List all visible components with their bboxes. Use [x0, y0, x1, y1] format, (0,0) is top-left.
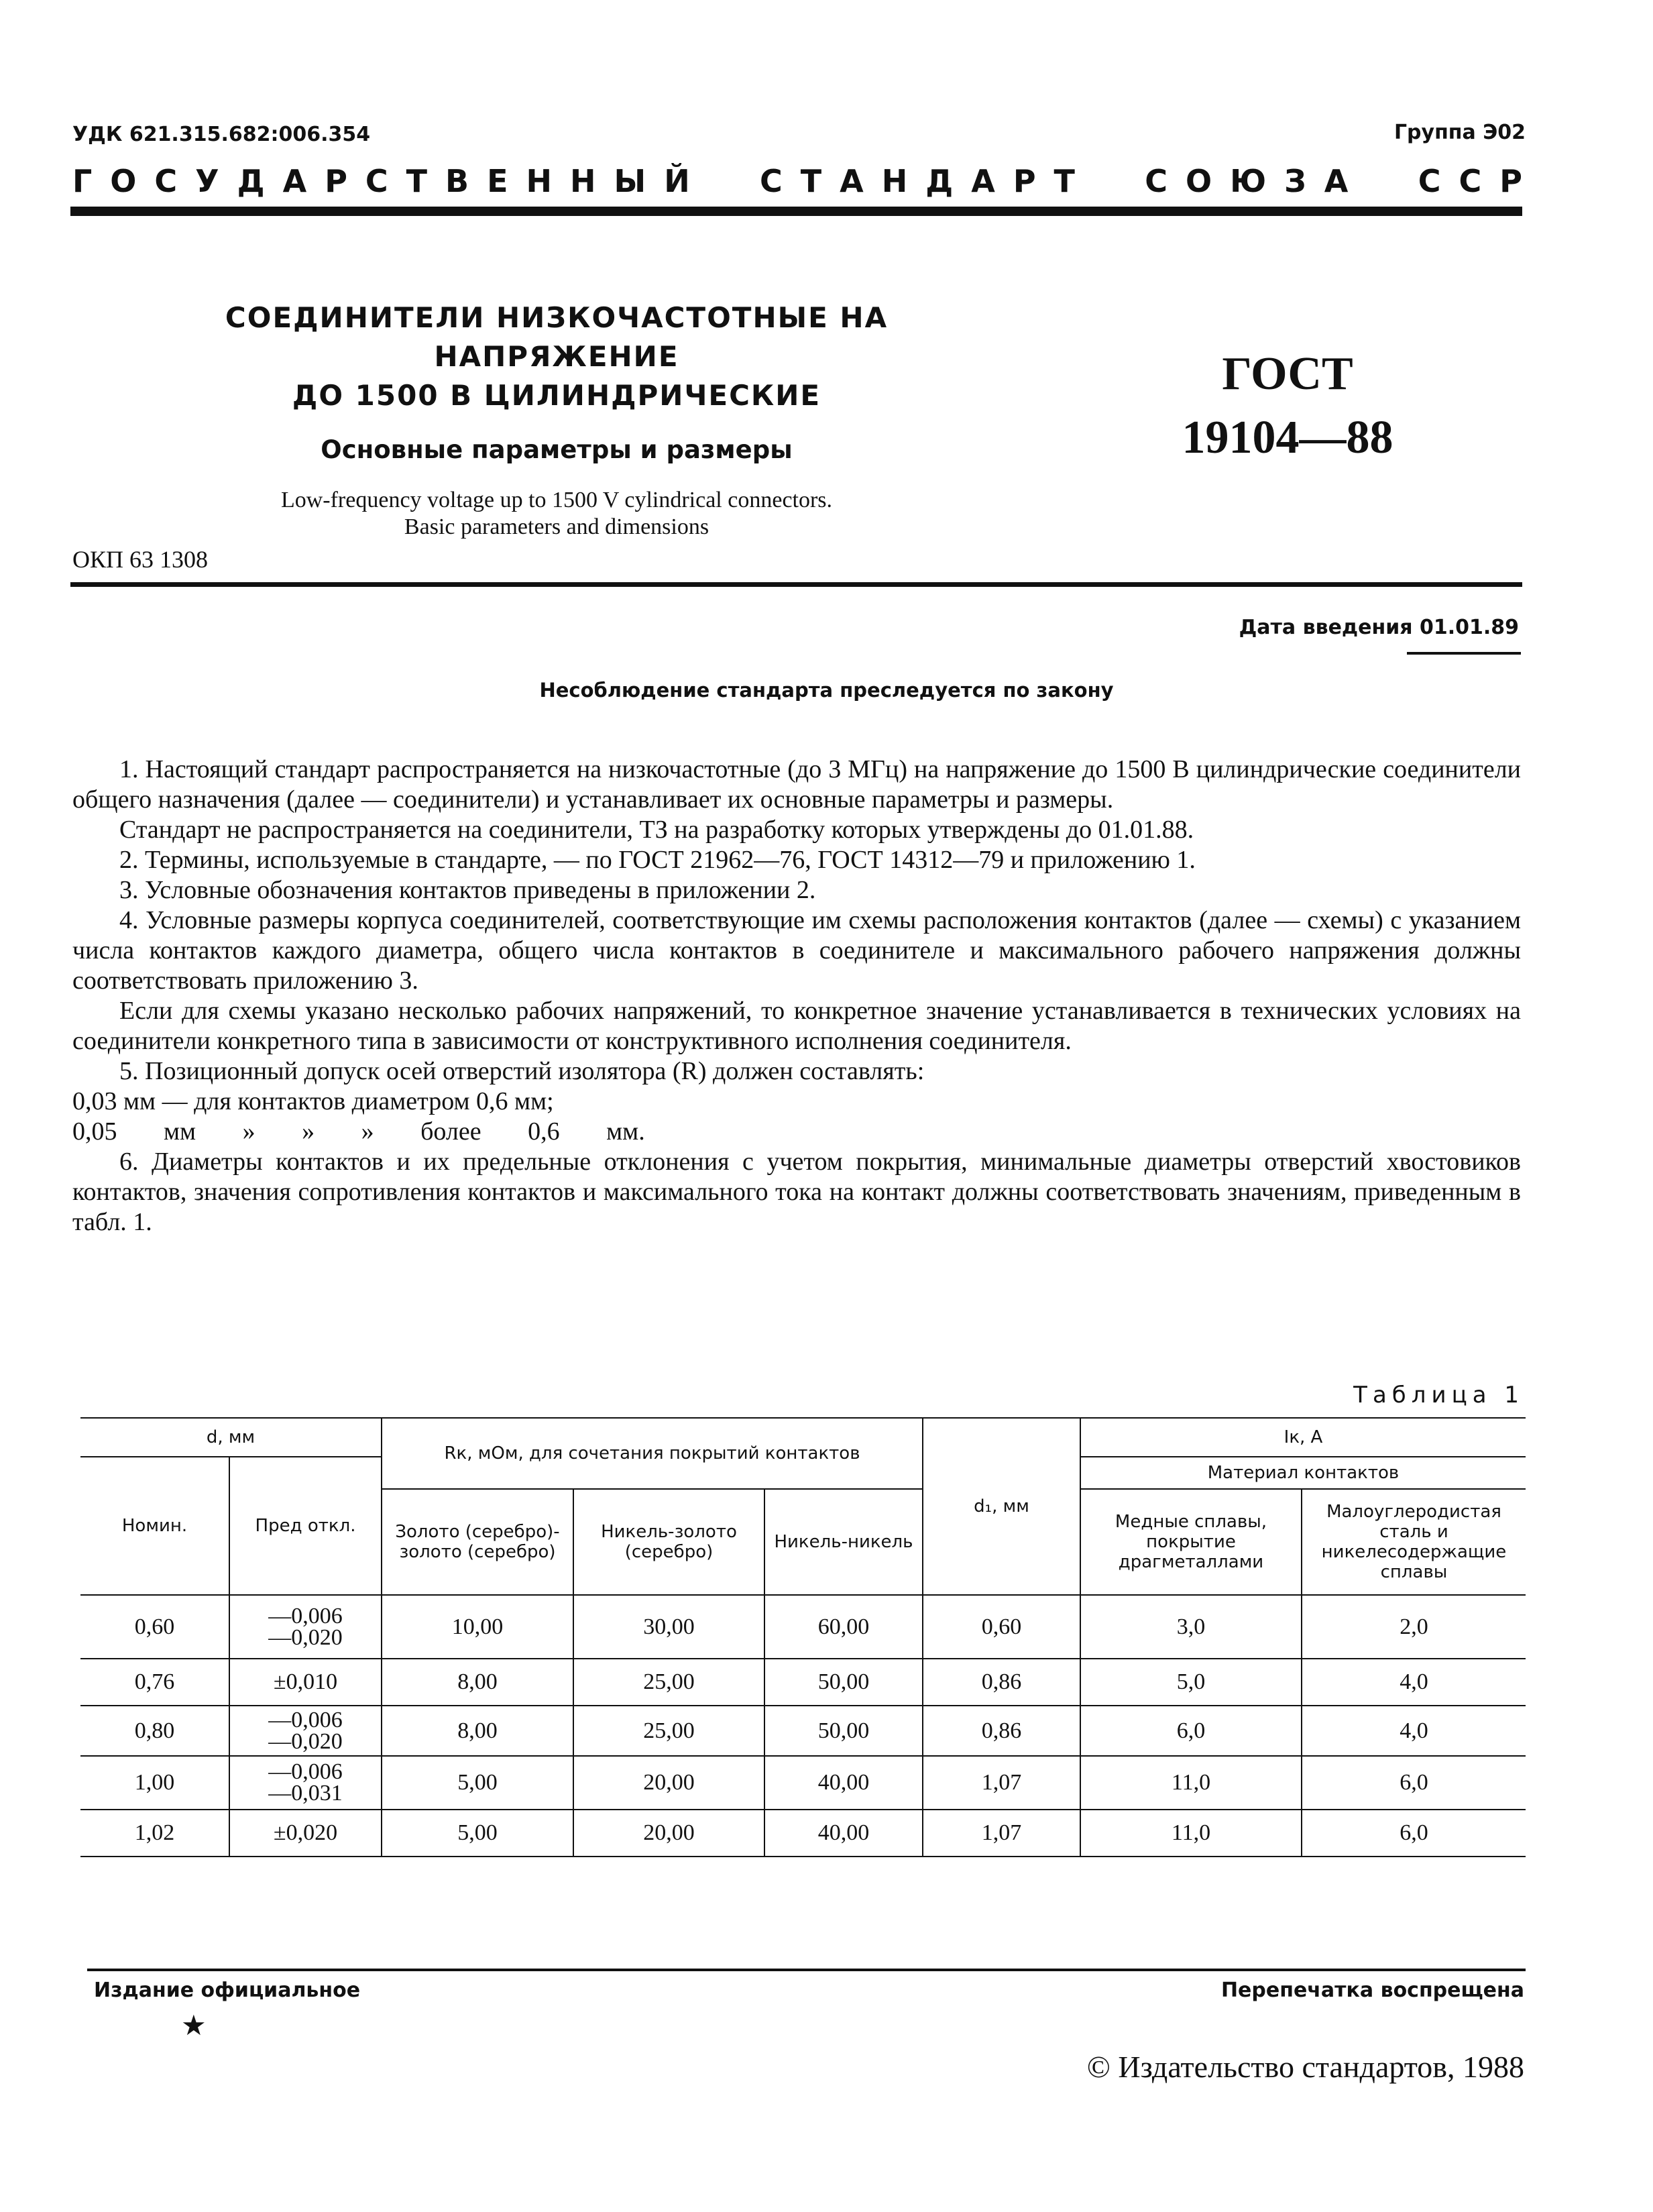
cell-nomin: 0,80: [80, 1706, 229, 1756]
cell-nickel-nickel: 50,00: [764, 1659, 923, 1706]
tolerance-lower: —0,020: [268, 1728, 343, 1754]
official-edition: Издание официальное: [94, 1979, 361, 2002]
paragraph: 0,05 мм » » » более 0,6 мм.: [72, 1117, 645, 1146]
cell-gold: 8,00: [382, 1659, 573, 1706]
tolerance-upper: ±0,020: [273, 1820, 338, 1845]
header-copper: Медные сплавы, покрытие драгметаллами: [1080, 1489, 1302, 1595]
paragraph: 0,03 мм — для контактов диаметром 0,6 мм;: [72, 1087, 554, 1115]
cell-nickel-nickel: 40,00: [764, 1810, 923, 1857]
cell-nomin: 0,60: [80, 1595, 229, 1659]
cell-nickel-gold: 25,00: [573, 1706, 764, 1756]
header-nickel-gold: Никель-золото (серебро): [573, 1489, 764, 1595]
cell-steel: 6,0: [1302, 1756, 1526, 1810]
introduction-date: Дата введения 01.01.89: [1239, 616, 1519, 639]
banner-rule: [70, 207, 1522, 216]
tolerance-upper: —0,006: [268, 1759, 343, 1784]
cell-nomin: 1,02: [80, 1810, 229, 1857]
cell-nickel-gold: 25,00: [573, 1659, 764, 1706]
cell-d1: 1,07: [923, 1810, 1080, 1857]
tolerance-lower: —0,020: [268, 1624, 343, 1650]
date-underline: [1407, 652, 1521, 655]
cell-tolerance: [229, 1659, 382, 1706]
title-line-2: ДО 1500 В ЦИЛИНДРИЧЕСКИЕ: [292, 379, 821, 412]
table-row: [80, 1706, 1526, 1756]
cell-nickel-gold: 20,00: [573, 1756, 764, 1810]
banner-word: СТАНДАРТ: [760, 163, 1093, 199]
banner-word: СОЮЗА: [1145, 163, 1367, 199]
english-title-line-2: Basic parameters and dimensions: [404, 514, 709, 539]
cell-nomin: 1,00: [80, 1756, 229, 1810]
paragraph: 4. Условные размеры корпуса соединителей, соответствующие им схемы расположения контактов (далее — схемы) с указанием числа контактов каждого диаметра, общего числа контактов в соединителе и максимального рабочего напряжения должны соответствовать приложению 3.: [72, 906, 1521, 995]
cell-tolerance: [229, 1756, 382, 1810]
cell-copper: 11,0: [1080, 1810, 1302, 1857]
cell-gold: 5,00: [382, 1756, 573, 1810]
header-nickel-nickel: Никель-никель: [764, 1489, 923, 1595]
paragraph: 5. Позиционный допуск осей отверстий изолятора (R) должен составлять:: [119, 1057, 925, 1085]
cell-nomin: 0,76: [80, 1659, 229, 1706]
reprint-forbidden: Перепечатка воспрещена: [1220, 1979, 1524, 2002]
copyright: © Издательство стандартов, 1988: [1086, 2050, 1524, 2084]
header-d1: d₁, мм: [923, 1418, 1080, 1595]
cell-gold: 10,00: [382, 1595, 573, 1659]
cell-d1: 0,86: [923, 1659, 1080, 1706]
udk-code: УДК 621.315.682:006.354: [72, 123, 371, 146]
cell-tolerance: [229, 1595, 382, 1659]
star-mark: ★: [181, 2011, 207, 2042]
cell-tolerance: [229, 1706, 382, 1756]
cell-copper: 6,0: [1080, 1706, 1302, 1756]
table-1: [80, 1417, 1526, 1857]
paragraph: Стандарт не распространяется на соединители, ТЗ на разработку которых утверждены до 01.01.88.: [119, 816, 1194, 844]
header-ik-group: Iк, А: [1080, 1418, 1526, 1457]
state-standard-banner: [72, 163, 1540, 199]
gost-label: ГОСТ: [1222, 348, 1353, 400]
cell-nickel-gold: 30,00: [573, 1595, 764, 1659]
english-title-line-1: Low-frequency voltage up to 1500 V cylindrical connectors.: [280, 488, 833, 512]
cell-copper: 5,0: [1080, 1659, 1302, 1706]
gost-designation: [1153, 342, 1422, 469]
table-row: [80, 1810, 1526, 1857]
cell-d1: 0,86: [923, 1706, 1080, 1756]
paragraph: 2. Термины, используемые в стандарте, — по ГОСТ 21962—76, ГОСТ 14312—79 и приложению 1.: [119, 846, 1196, 874]
cell-steel: 2,0: [1302, 1595, 1526, 1659]
section-rule: [70, 582, 1522, 587]
cell-steel: 4,0: [1302, 1706, 1526, 1756]
cell-d1: 0,60: [923, 1595, 1080, 1659]
header-d-group: d, мм: [80, 1418, 382, 1457]
header-rk-group: Rк, мОм, для сочетания покрытий контактов: [382, 1418, 923, 1489]
cell-tolerance: [229, 1810, 382, 1857]
title-block: [121, 298, 992, 541]
tolerance-lower: —0,031: [268, 1781, 343, 1806]
header-gold: Золото (серебро)-золото (серебро): [382, 1489, 573, 1595]
okp-code: ОКП 63 1308: [72, 546, 209, 573]
table-row: [80, 1756, 1526, 1810]
paragraph: 3. Условные обозначения контактов приведены в приложении 2.: [119, 876, 816, 904]
cell-nickel-nickel: 60,00: [764, 1595, 923, 1659]
paragraph: Если для схемы указано несколько рабочих напряжений, то конкретное значение устанавливается в технических условиях на соединители конкретного типа в зависимости от конструктивного исполнения соединителя.: [72, 997, 1521, 1055]
body-text: [72, 755, 1521, 1237]
header-material: Материал контактов: [1080, 1457, 1526, 1489]
cell-nickel-nickel: 50,00: [764, 1706, 923, 1756]
subtitle: Основные параметры и размеры: [321, 435, 793, 464]
cell-gold: 8,00: [382, 1706, 573, 1756]
cell-nickel-nickel: 40,00: [764, 1756, 923, 1810]
tolerance-upper: ±0,010: [273, 1669, 338, 1694]
cell-steel: 4,0: [1302, 1659, 1526, 1706]
cell-copper: 11,0: [1080, 1756, 1302, 1810]
paragraph: 1. Настоящий стандарт распространяется на низкочастотные (до 3 МГц) на напряжение до 1500 В цилиндрические соединители общего назначения (далее — соединители) и устанавливает их основные параметры и размеры.: [72, 755, 1521, 814]
cell-nickel-gold: 20,00: [573, 1810, 764, 1857]
header-nomin: Номин.: [80, 1457, 229, 1595]
header-pred-otkl: Пред откл.: [229, 1457, 382, 1595]
header-steel: Малоуглеродистая сталь и никелесодержащие сплавы: [1302, 1489, 1526, 1595]
table-row: [80, 1659, 1526, 1706]
legal-notice: Несоблюдение стандарта преследуется по закону: [539, 679, 1114, 702]
tolerance-upper: —0,006: [268, 1603, 343, 1628]
footer-rule: [87, 1969, 1526, 1971]
table-caption: Таблица 1: [1353, 1382, 1524, 1408]
gost-number: 19104—88: [1182, 412, 1393, 463]
tolerance-upper: —0,006: [268, 1707, 343, 1732]
cell-gold: 5,00: [382, 1810, 573, 1857]
group-code: Группа Э02: [1393, 121, 1526, 144]
banner-word: ССР: [1418, 163, 1540, 199]
cell-steel: 6,0: [1302, 1810, 1526, 1857]
cell-copper: 3,0: [1080, 1595, 1302, 1659]
table-row: [80, 1595, 1526, 1659]
banner-word: ГОСУДАРСТВЕННЫЙ: [72, 163, 708, 199]
title-line-1: СОЕДИНИТЕЛИ НИЗКОЧАСТОТНЫЕ НА НАПРЯЖЕНИЕ: [225, 301, 889, 373]
cell-d1: 1,07: [923, 1756, 1080, 1810]
paragraph: 6. Диаметры контактов и их предельные отклонения с учетом покрытия, минимальные диаметры отверстий хвостовиков контактов, значения сопротивления контактов и максимального тока на контакт должны соответствовать значениям, приведенным в табл. 1.: [72, 1148, 1521, 1236]
